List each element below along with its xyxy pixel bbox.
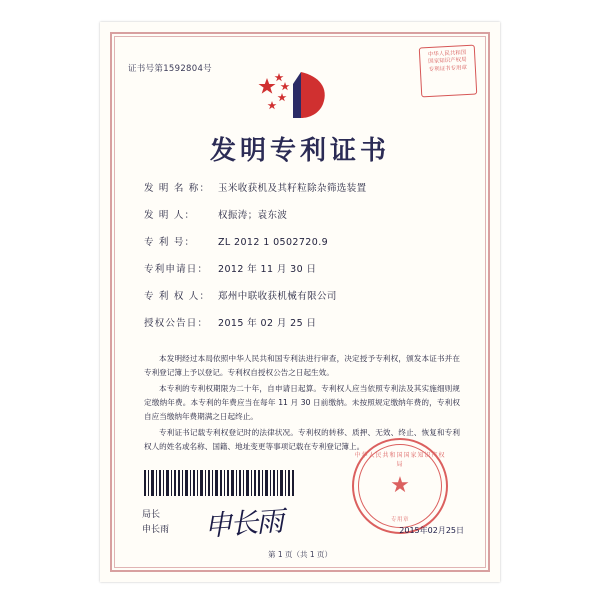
page-footer: 第 1 页（共 1 页） xyxy=(267,550,333,559)
field-value-patent-number: ZL 2012 1 0502720.9 xyxy=(218,237,329,248)
body-paragraph-2: 本专利的专利权期限为二十年，自申请日起算。专利权人应当依照专利法及其实施细则规定缴纳年费。本专利的年费应当在每年 11 月 30 日前缴纳。未按照规定缴纳年费的，专利权自应当缴纳年费期满之日起终止。 xyxy=(144,384,460,422)
field-row xyxy=(144,261,460,275)
seal-arc-top-text: 中华人民共和国国家知识产权局 xyxy=(354,452,446,468)
page-title: 发明专利证书 xyxy=(209,136,390,166)
seal-arc-bottom-text: 专用章 xyxy=(390,517,409,523)
field-label-patent-number: 专 利 号： xyxy=(144,237,196,248)
signature-title-label: 局长 xyxy=(142,510,161,520)
field-value-invention-name: 玉米收获机及其籽粒除杂筛选装置 xyxy=(218,183,367,194)
field-value-application-date: 2012 年 11 月 30 日 xyxy=(218,264,317,275)
patent-office-emblem-icon xyxy=(257,68,343,120)
patent-certificate xyxy=(100,22,500,582)
field-row xyxy=(144,180,460,194)
field-row xyxy=(144,234,460,248)
field-label-invention-name: 发 明 名 称： xyxy=(144,183,211,194)
official-round-seal xyxy=(352,438,448,534)
top-stamp-line-3: 专利证书专用章 xyxy=(428,64,468,73)
top-right-stamp xyxy=(419,45,478,98)
field-value-grant-date: 2015 年 02 月 25 日 xyxy=(218,318,317,329)
top-stamp-line-2: 国家知识产权局 xyxy=(428,57,467,66)
field-label-inventor: 发 明 人： xyxy=(144,210,196,221)
field-label-grant-date: 授权公告日： xyxy=(144,318,209,329)
top-stamp-line-1: 中华人民共和国 xyxy=(427,50,467,59)
seal-date: 2015年02月25日 xyxy=(399,526,464,535)
certificate-fields xyxy=(144,180,460,342)
signature-block xyxy=(142,508,169,539)
field-label-patentee: 专 利 权 人： xyxy=(144,291,211,302)
body-paragraph-1: 本发明经过本局依照中华人民共和国专利法进行审查，决定授予专利权，颁发本证书并在专利登记簿上予以登记。专利权自授权公告之日起生效。 xyxy=(144,354,460,378)
field-row xyxy=(144,207,460,221)
field-label-application-date: 专利申请日： xyxy=(144,264,209,275)
seal-star-icon: ★ xyxy=(390,473,410,498)
signature-name-label: 申长雨 xyxy=(142,525,170,536)
body-paragraph-3: 专利证书记载专利权登记时的法律状况。专利权的转移、质押、无效、终止、恢复和专利权人的姓名或名称、国籍、地址变更等事项记载在专利登记簿上。 xyxy=(144,428,460,452)
field-value-inventor: 权振涛；袁东波 xyxy=(218,210,288,221)
field-row xyxy=(144,315,460,329)
certificate-serial-number: 证书号第1592804号 xyxy=(128,64,212,74)
field-value-patentee: 郑州中联收获机械有限公司 xyxy=(218,291,337,302)
handwritten-signature: 申长雨 xyxy=(203,504,284,543)
barcode xyxy=(144,470,294,496)
field-row xyxy=(144,288,460,302)
